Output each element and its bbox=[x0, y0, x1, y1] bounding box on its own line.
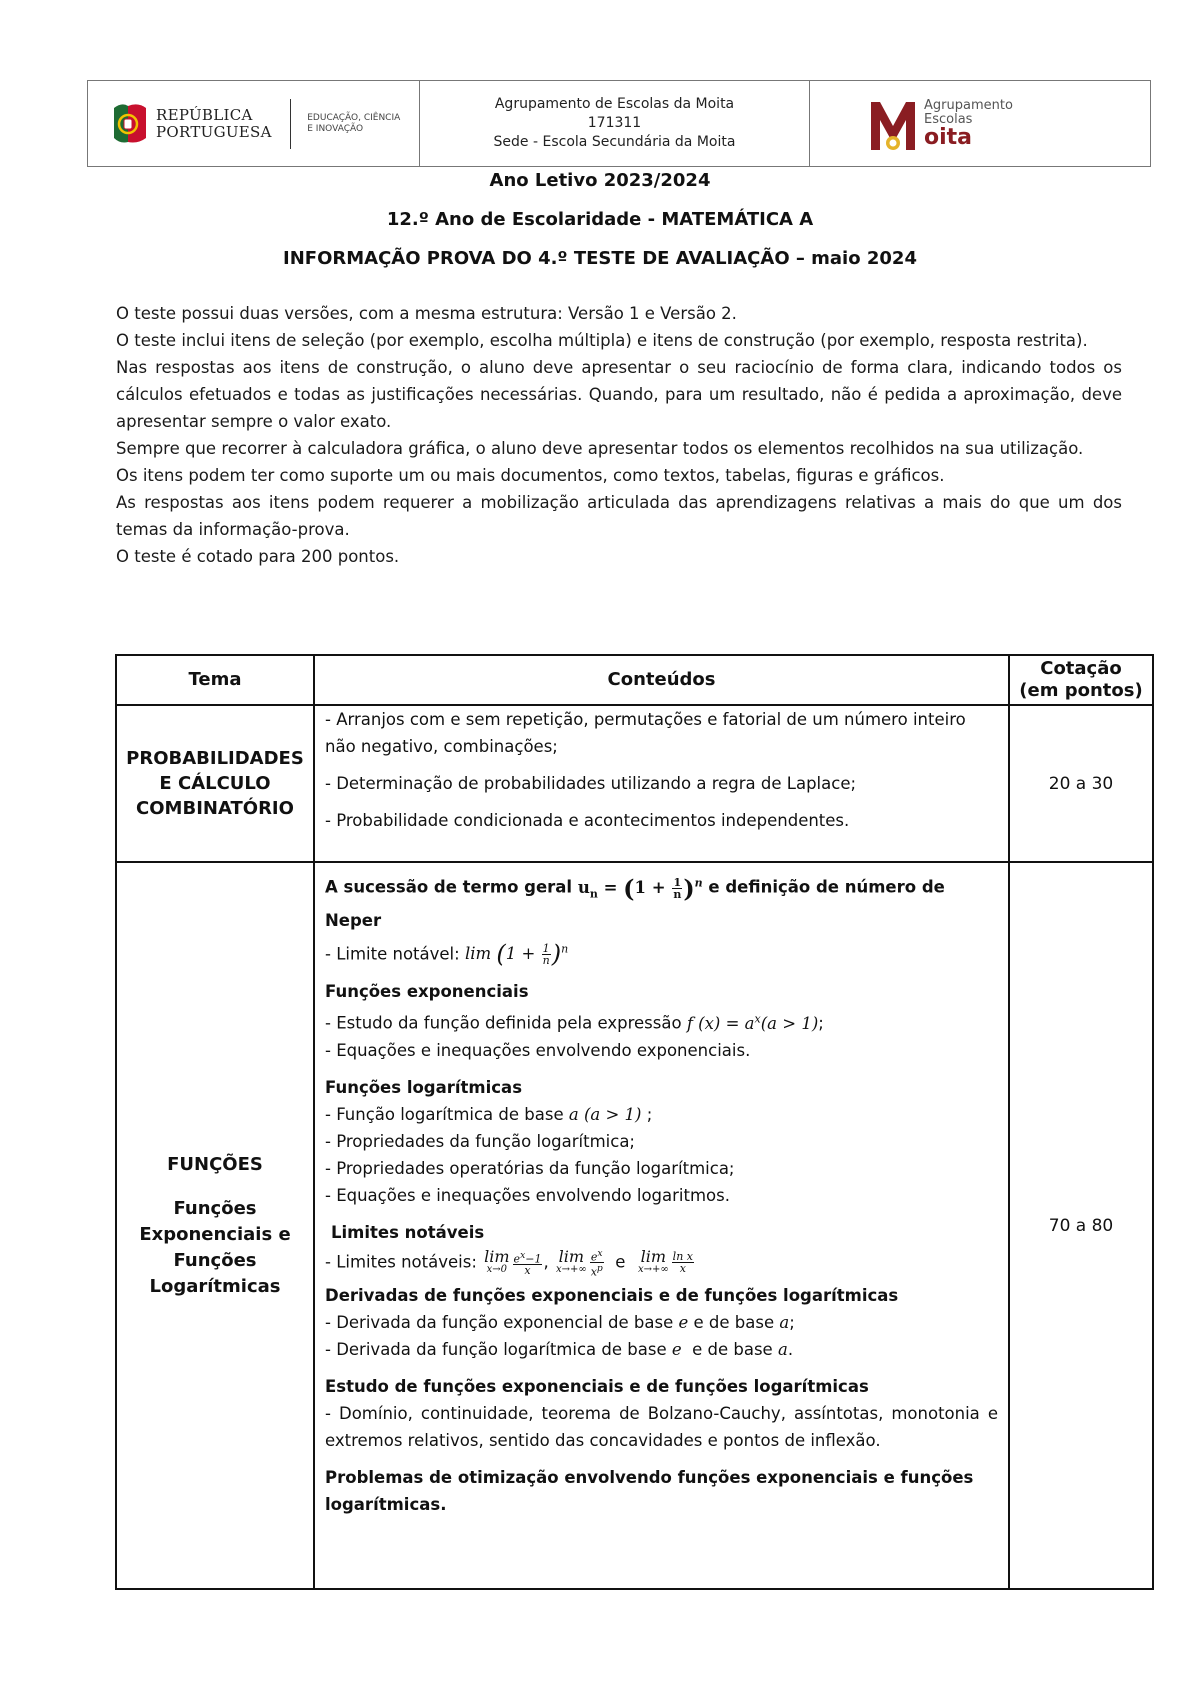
neper-heading bbox=[325, 869, 998, 934]
school-code: 171311 bbox=[587, 115, 642, 131]
deriv-item1-and: e de base bbox=[693, 1313, 775, 1333]
lim-item-label: - Limites notáveis: bbox=[325, 1252, 477, 1272]
deriv-item1-text: - Derivada da função exponencial de base bbox=[325, 1313, 674, 1333]
test-info-title: INFORMAÇÃO PROVA DO 4.º TESTE DE AVALIAÇÃO – maio 2024 bbox=[283, 248, 917, 269]
header-conteudos: Conteúdos bbox=[314, 655, 1009, 705]
intro-paragraph: O teste é cotado para 200 pontos. bbox=[116, 547, 400, 566]
logo-line2: Escolas bbox=[924, 111, 973, 127]
intro-paragraph: O teste possui duas versões, com a mesma estrutura: Versão 1 e Versão 2. bbox=[116, 304, 737, 323]
intro-paragraph: Nas respostas aos itens de construção, o aluno deve apresentar o seu raciocínio de forma clara, indicando todos os cálculos efetuados e todas as justificações necessárias. Quando, para um resultado, não é pedida a aproximação, deve apresentar sempre o valor exato. bbox=[116, 358, 1122, 431]
exp-heading: Funções exponenciais bbox=[325, 982, 529, 1002]
log-formula: a (a > 1) bbox=[568, 1104, 642, 1124]
deriv-heading: Derivadas de funções exponenciais e de funções logarítmicas bbox=[325, 1286, 899, 1306]
edu-line2: E INOVAÇÃO bbox=[307, 123, 364, 134]
limite-notavel-item bbox=[325, 936, 998, 969]
limit-3-fraction: $\frac{\text{ln x}}{x}$ bbox=[672, 1250, 693, 1276]
gov-line2: PORTUGUESA bbox=[156, 122, 272, 141]
exp-item2: - Equações e inequações envolvendo exponenciais. bbox=[325, 1040, 751, 1060]
school-logo-cell bbox=[810, 81, 1150, 166]
grade-subject-title: 12.º Ano de Escolaridade - MATEMÁTICA A bbox=[386, 209, 814, 230]
school-info-cell bbox=[420, 81, 810, 166]
school-logo-text bbox=[924, 99, 1013, 149]
lim-heading: Limites notáveis bbox=[331, 1222, 485, 1242]
row2-tema bbox=[116, 862, 314, 1589]
table-header-row bbox=[116, 655, 1153, 705]
deriv-item1: - Derivada da função exponencial de base e e de base a; bbox=[325, 1313, 795, 1333]
limit-1-formula: lim x→0 bbox=[484, 1246, 510, 1275]
otim-heading: Problemas de otimização envolvendo funções exponenciais e funções logarítmicas. bbox=[325, 1468, 974, 1515]
content-table bbox=[115, 654, 1154, 1590]
row2-conteudos bbox=[314, 862, 1009, 1589]
limit-1-fraction: $\frac{e^x-1}{x}$ bbox=[513, 1249, 542, 1278]
logo-line1: Agrupamento bbox=[924, 97, 1013, 113]
list-item: - Propriedades da função logarítmica; bbox=[325, 1131, 635, 1151]
list-item: - Propriedades operatórias da função logarítmica; bbox=[325, 1158, 735, 1178]
row2-tema-title: FUNÇÕES bbox=[167, 1153, 263, 1175]
limite-notavel-formula: lim (1 + $\frac{1}{n}$ )$^n$ bbox=[464, 940, 569, 969]
estudo-heading: Estudo de funções exponenciais e de funções logarítmicas bbox=[325, 1377, 869, 1397]
list-item: - Equações e inequações envolvendo logaritmos. bbox=[325, 1185, 730, 1205]
limit-2-fraction: $\frac{e^x}{x^p}$ bbox=[590, 1247, 603, 1280]
row1-tema: PROBABILIDADES E CÁLCULO COMBINATÓRIO bbox=[116, 705, 314, 862]
intro-text bbox=[116, 300, 1122, 570]
government-logo-cell bbox=[88, 81, 420, 166]
header-cotacao-line1: Cotação bbox=[1040, 658, 1122, 679]
intro-paragraph: Sempre que recorrer à calculadora gráfica, o aluno deve apresentar todos os elementos recolhidos na sua utilização. bbox=[116, 439, 1084, 458]
school-year-title: Ano Letivo 2023/2024 bbox=[489, 170, 711, 191]
portuguese-republic-emblem-icon bbox=[112, 102, 148, 146]
limit-2-formula: lim x→+∞ bbox=[555, 1246, 587, 1275]
gov-line1: REPÚBLICA bbox=[156, 105, 253, 124]
neper-post: e definição de número de Neper bbox=[325, 877, 945, 930]
log-item1: - Função logarítmica de base a (a > 1) ; bbox=[325, 1104, 653, 1124]
exp-item1-text: - Estudo da função definida pela expressão bbox=[325, 1013, 682, 1033]
deriv-item2-and: e de base bbox=[692, 1340, 773, 1360]
logo-line3: oita bbox=[924, 124, 973, 150]
intro-paragraph: As respostas aos itens podem requerer a mobilização articulada das aprendizagens relativas a mais do que um dos temas da informação-prova. bbox=[116, 493, 1122, 539]
lim-and: e bbox=[615, 1252, 626, 1272]
row1-cotacao: 20 a 30 bbox=[1009, 705, 1153, 862]
exp-formula: f $(x) = a^x(a > 1)$ bbox=[686, 1012, 819, 1033]
header-cotacao-line2: (em pontos) bbox=[1019, 680, 1143, 701]
lim-item: - Limites notáveis: lim x→0 $\frac{e^x-1}{x}$ , lim x→+∞ $\frac{e^x}{x^p}$ e lim x→+∞ $\frac{\text{ln x}}{x}$ bbox=[325, 1246, 693, 1280]
estudo-item: - Domínio, continuidade, teorema de Bolzano-Cauchy, assíntotas, monotonia e extremos relativos, sentido das concavidades e pontos de inflexão. bbox=[325, 1404, 998, 1451]
list-item: - Arranjos com e sem repetição, permutações e fatorial de um número inteiro não negativo, combinações; bbox=[325, 710, 966, 756]
table-row bbox=[116, 705, 1153, 862]
neper-pre: A sucessão de termo geral bbox=[325, 877, 573, 897]
row1-conteudos bbox=[314, 705, 1009, 862]
intro-paragraph: O teste inclui itens de seleção (por exemplo, escolha múltipla) e itens de construção (por exemplo, resposta restrita). bbox=[116, 331, 1088, 350]
log-item1-text: - Função logarítmica de base bbox=[325, 1104, 564, 1124]
neper-formula: $u_n = (1$ + $\frac{1}{n}$ )$^n$ bbox=[577, 873, 703, 903]
table-row bbox=[116, 862, 1153, 1589]
limit-3-formula: lim x→+∞ bbox=[637, 1246, 669, 1275]
deriv-item2-text: - Derivada da função logarítmica de base bbox=[325, 1340, 667, 1360]
header-tema: Tema bbox=[116, 655, 314, 705]
log-heading: Funções logarítmicas bbox=[325, 1077, 523, 1097]
education-ministry-text bbox=[307, 113, 400, 135]
school-seat: Sede - Escola Secundária da Moita bbox=[493, 134, 736, 150]
moita-m-logo-icon bbox=[868, 96, 918, 152]
limite-notavel-label: - Limite notável: bbox=[325, 944, 460, 964]
school-name: Agrupamento de Escolas da Moita bbox=[494, 96, 735, 112]
header-cotacao bbox=[1009, 655, 1153, 705]
row2-cotacao: 70 a 80 bbox=[1009, 862, 1153, 1589]
logo-separator bbox=[290, 99, 292, 149]
intro-paragraph: Os itens podem ter como suporte um ou mais documentos, como textos, tabelas, figuras e gráficos. bbox=[116, 466, 945, 485]
republica-portuguesa-text bbox=[156, 107, 272, 141]
list-item: - Determinação de probabilidades utilizando a regra de Laplace; bbox=[325, 774, 857, 793]
deriv-item2: - Derivada da função logarítmica de base e e de base a. bbox=[325, 1340, 794, 1360]
document-header bbox=[87, 80, 1151, 167]
exp-item1: - Estudo da função definida pela expressão f $(x) = a^x(a > 1)$; bbox=[325, 1012, 824, 1033]
edu-line1: EDUCAÇÃO, CIÊNCIA bbox=[307, 112, 401, 123]
list-item: - Probabilidade condicionada e acontecimentos independentes. bbox=[325, 811, 850, 830]
document-titles bbox=[0, 168, 1200, 285]
row2-subtema: Funções Exponenciais e Funções Logarítmicas bbox=[139, 1197, 291, 1297]
